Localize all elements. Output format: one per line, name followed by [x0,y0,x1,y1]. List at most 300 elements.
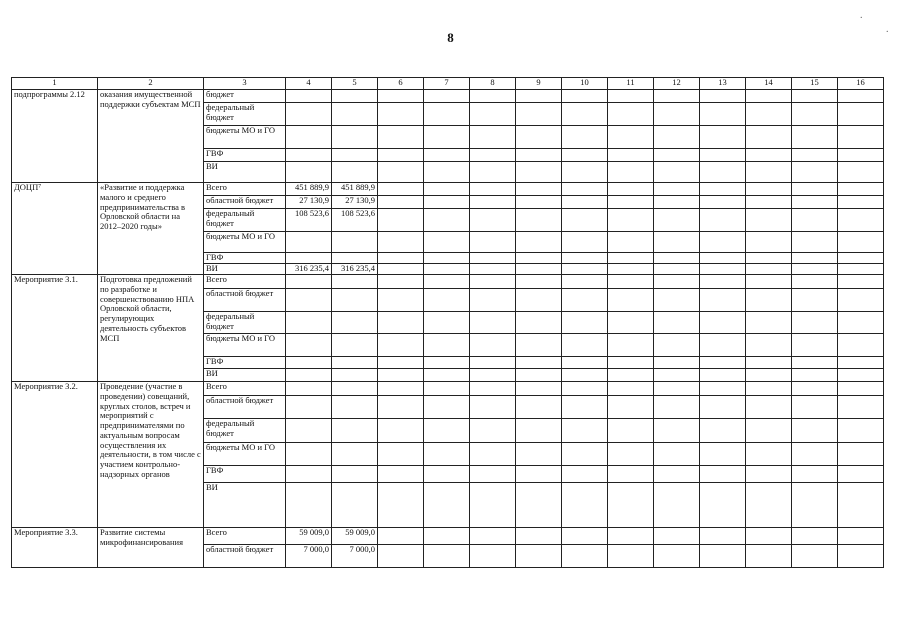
empty-cell [470,443,516,466]
empty-cell [562,232,608,253]
column-header: 13 [700,78,746,90]
amount-cell [286,275,332,289]
empty-cell [470,275,516,289]
empty-cell [516,528,562,545]
empty-cell [424,396,470,419]
empty-cell [424,253,470,264]
empty-cell [608,312,654,334]
amount-cell [286,369,332,382]
empty-cell [608,443,654,466]
empty-cell [424,312,470,334]
amount-cell: 27 130,9 [286,196,332,209]
amount-cell [286,396,332,419]
empty-cell [746,196,792,209]
amount-cell: 451 889,9 [332,183,378,196]
empty-cell [654,264,700,275]
amount-cell [332,253,378,264]
amount-cell [286,289,332,312]
amount-cell: 7 000,0 [286,545,332,568]
empty-cell [608,90,654,103]
empty-cell [746,334,792,357]
empty-cell [470,528,516,545]
empty-cell [792,196,838,209]
amount-cell [286,103,332,126]
empty-cell [470,149,516,162]
empty-cell [838,183,884,196]
empty-cell [562,369,608,382]
amount-cell [286,382,332,396]
empty-cell [838,209,884,232]
empty-cell [516,382,562,396]
empty-cell [470,357,516,369]
funding-source-cell: ГВФ [204,253,286,264]
empty-cell [378,466,424,483]
empty-cell [746,528,792,545]
empty-cell [792,369,838,382]
program-code-cell: подпрограммы 2.12 [12,90,98,183]
empty-cell [608,103,654,126]
program-code-cell: Мероприятие 3.1. [12,275,98,382]
amount-cell [332,466,378,483]
empty-cell [562,334,608,357]
empty-cell [424,419,470,443]
amount-cell: 59 009,0 [332,528,378,545]
empty-cell [700,369,746,382]
empty-cell [516,443,562,466]
amount-cell [332,419,378,443]
empty-cell [516,209,562,232]
empty-cell [792,90,838,103]
amount-cell [332,396,378,419]
empty-cell [424,149,470,162]
amount-cell [332,103,378,126]
empty-cell [792,396,838,419]
empty-cell [654,126,700,149]
empty-cell [654,183,700,196]
empty-cell [424,466,470,483]
program-name-cell: Развитие системы микрофинансирования [98,528,204,568]
empty-cell [654,253,700,264]
empty-cell [608,334,654,357]
amount-cell [286,149,332,162]
empty-cell [700,149,746,162]
table-row [12,275,884,289]
column-header: 15 [792,78,838,90]
empty-cell [562,253,608,264]
amount-cell [286,443,332,466]
empty-cell [654,396,700,419]
amount-cell [286,232,332,253]
empty-cell [792,264,838,275]
program-name-cell: Подготовка предложений по разработке и совершенствованию НПА Орловской области, регулирующих деятельность субъектов МСП [98,275,204,382]
header-row [12,78,884,90]
empty-cell [424,162,470,183]
empty-cell [746,162,792,183]
empty-cell [700,232,746,253]
column-header: 8 [470,78,516,90]
funding-source-cell: ГВФ [204,466,286,483]
empty-cell [378,253,424,264]
empty-cell [378,382,424,396]
empty-cell [746,466,792,483]
empty-cell [562,357,608,369]
empty-cell [424,196,470,209]
empty-cell [792,528,838,545]
empty-cell [470,545,516,568]
empty-cell [608,149,654,162]
empty-cell [746,483,792,528]
empty-cell [838,149,884,162]
empty-cell [562,275,608,289]
empty-cell [378,149,424,162]
amount-cell: 59 009,0 [286,528,332,545]
empty-cell [470,419,516,443]
empty-cell [700,357,746,369]
empty-cell [700,264,746,275]
empty-cell [562,419,608,443]
amount-cell [332,382,378,396]
amount-cell [286,253,332,264]
empty-cell [516,253,562,264]
empty-cell [746,103,792,126]
empty-cell [470,209,516,232]
empty-cell [608,232,654,253]
funding-source-cell: ВИ [204,483,286,528]
empty-cell [562,443,608,466]
empty-cell [562,264,608,275]
amount-cell: 7 000,0 [332,545,378,568]
empty-cell [424,183,470,196]
empty-cell [608,382,654,396]
amount-cell: 451 889,9 [286,183,332,196]
empty-cell [654,312,700,334]
empty-cell [516,162,562,183]
empty-cell [378,183,424,196]
amount-cell [332,357,378,369]
empty-cell [746,369,792,382]
empty-cell [424,443,470,466]
funding-source-cell: ВИ [204,369,286,382]
empty-cell [700,90,746,103]
amount-cell: 316 235,4 [286,264,332,275]
empty-cell [562,396,608,419]
empty-cell [470,183,516,196]
empty-cell [746,264,792,275]
empty-cell [792,334,838,357]
empty-cell [562,382,608,396]
empty-cell [792,419,838,443]
empty-cell [378,312,424,334]
amount-cell [332,312,378,334]
program-code-cell: Мероприятие 3.3. [12,528,98,568]
empty-cell [378,419,424,443]
funding-source-cell: областной бюджет [204,396,286,419]
empty-cell [516,419,562,443]
funding-source-cell: областной бюджет [204,289,286,312]
funding-source-cell: федеральный бюджет [204,312,286,334]
column-header: 11 [608,78,654,90]
empty-cell [516,545,562,568]
amount-cell [332,275,378,289]
empty-cell [470,483,516,528]
empty-cell [700,396,746,419]
empty-cell [746,209,792,232]
empty-cell [700,466,746,483]
empty-cell [562,466,608,483]
scan-mark: . [886,24,889,35]
empty-cell [424,209,470,232]
funding-source-cell: Всего [204,275,286,289]
empty-cell [470,382,516,396]
empty-cell [608,183,654,196]
empty-cell [470,90,516,103]
column-header: 12 [654,78,700,90]
empty-cell [562,545,608,568]
column-header: 4 [286,78,332,90]
amount-cell [332,483,378,528]
empty-cell [424,126,470,149]
empty-cell [608,419,654,443]
empty-cell [654,419,700,443]
empty-cell [608,289,654,312]
empty-cell [838,443,884,466]
funding-source-cell: бюджеты МО и ГО [204,334,286,357]
empty-cell [424,357,470,369]
empty-cell [424,369,470,382]
empty-cell [838,162,884,183]
scan-mark: . [860,10,863,21]
empty-cell [424,289,470,312]
empty-cell [792,103,838,126]
empty-cell [700,443,746,466]
empty-cell [654,369,700,382]
program-name-cell: оказания имущественной поддержки субъектам МСП [98,90,204,183]
funding-source-cell: бюджеты МО и ГО [204,232,286,253]
amount-cell [286,466,332,483]
empty-cell [470,334,516,357]
empty-cell [792,357,838,369]
empty-cell [700,162,746,183]
empty-cell [424,545,470,568]
empty-cell [700,103,746,126]
empty-cell [516,334,562,357]
empty-cell [516,396,562,419]
table-row [12,183,884,196]
empty-cell [654,443,700,466]
column-header: 9 [516,78,562,90]
empty-cell [654,209,700,232]
empty-cell [746,382,792,396]
empty-cell [516,264,562,275]
empty-cell [516,149,562,162]
program-name-cell: «Развитие и поддержка малого и среднего предпринимательства в Орловской области на 2012–2020 годы» [98,183,204,275]
column-header: 6 [378,78,424,90]
amount-cell [286,334,332,357]
amount-cell: 27 130,9 [332,196,378,209]
empty-cell [838,369,884,382]
empty-cell [746,289,792,312]
empty-cell [562,196,608,209]
table-row [12,90,884,103]
empty-cell [700,196,746,209]
empty-cell [608,466,654,483]
empty-cell [378,483,424,528]
empty-cell [516,357,562,369]
funding-source-cell: бюджеты МО и ГО [204,443,286,466]
empty-cell [746,396,792,419]
empty-cell [838,382,884,396]
empty-cell [746,545,792,568]
column-header: 2 [98,78,204,90]
empty-cell [838,545,884,568]
empty-cell [792,232,838,253]
empty-cell [562,126,608,149]
empty-cell [516,275,562,289]
empty-cell [608,209,654,232]
empty-cell [378,196,424,209]
empty-cell [838,396,884,419]
amount-cell [286,162,332,183]
empty-cell [838,196,884,209]
empty-cell [746,90,792,103]
empty-cell [700,253,746,264]
empty-cell [424,528,470,545]
empty-cell [792,183,838,196]
empty-cell [700,382,746,396]
empty-cell [562,483,608,528]
empty-cell [608,275,654,289]
empty-cell [562,183,608,196]
empty-cell [792,275,838,289]
empty-cell [746,183,792,196]
empty-cell [700,483,746,528]
empty-cell [746,443,792,466]
column-header: 3 [204,78,286,90]
empty-cell [792,382,838,396]
empty-cell [424,483,470,528]
empty-cell [378,103,424,126]
empty-cell [746,253,792,264]
empty-cell [608,253,654,264]
amount-cell [332,149,378,162]
empty-cell [838,334,884,357]
empty-cell [424,232,470,253]
empty-cell [654,483,700,528]
column-header: 16 [838,78,884,90]
empty-cell [562,103,608,126]
empty-cell [516,466,562,483]
empty-cell [838,264,884,275]
empty-cell [700,183,746,196]
empty-cell [378,545,424,568]
empty-cell [562,162,608,183]
empty-cell [470,253,516,264]
empty-cell [378,162,424,183]
funding-source-cell: Всего [204,528,286,545]
empty-cell [654,289,700,312]
empty-cell [470,312,516,334]
empty-cell [654,103,700,126]
empty-cell [608,264,654,275]
empty-cell [654,334,700,357]
empty-cell [378,126,424,149]
empty-cell [470,232,516,253]
empty-cell [470,289,516,312]
amount-cell [332,126,378,149]
funding-source-cell: федеральный бюджет [204,419,286,443]
empty-cell [838,126,884,149]
empty-cell [838,275,884,289]
empty-cell [838,232,884,253]
empty-cell [378,90,424,103]
empty-cell [700,545,746,568]
empty-cell [700,275,746,289]
empty-cell [516,196,562,209]
funding-source-cell: бюджет [204,90,286,103]
empty-cell [470,369,516,382]
empty-cell [516,103,562,126]
empty-cell [516,183,562,196]
empty-cell [746,232,792,253]
empty-cell [378,275,424,289]
empty-cell [470,264,516,275]
empty-cell [608,483,654,528]
empty-cell [608,196,654,209]
empty-cell [378,334,424,357]
empty-cell [378,289,424,312]
empty-cell [654,162,700,183]
table-row [12,528,884,545]
empty-cell [838,103,884,126]
empty-cell [700,419,746,443]
funding-source-cell: областной бюджет [204,196,286,209]
column-header: 14 [746,78,792,90]
funding-source-cell: ГВФ [204,149,286,162]
empty-cell [838,312,884,334]
funding-source-cell: бюджеты МО и ГО [204,126,286,149]
empty-cell [792,312,838,334]
empty-cell [746,357,792,369]
empty-cell [378,357,424,369]
empty-cell [562,209,608,232]
amount-cell: 316 235,4 [332,264,378,275]
empty-cell [792,126,838,149]
page-number: 8 [447,30,454,45]
program-code-cell: ДОЦП⁷ [12,183,98,275]
empty-cell [792,483,838,528]
empty-cell [470,196,516,209]
empty-cell [838,253,884,264]
empty-cell [516,232,562,253]
empty-cell [516,483,562,528]
empty-cell [424,264,470,275]
empty-cell [654,466,700,483]
empty-cell [608,162,654,183]
empty-cell [654,545,700,568]
empty-cell [608,545,654,568]
empty-cell [470,396,516,419]
funding-source-cell: Всего [204,382,286,396]
empty-cell [838,357,884,369]
empty-cell [746,312,792,334]
empty-cell [654,232,700,253]
empty-cell [424,103,470,126]
empty-cell [378,232,424,253]
empty-cell [470,126,516,149]
budget-table [11,77,884,568]
empty-cell [792,253,838,264]
empty-cell [838,419,884,443]
